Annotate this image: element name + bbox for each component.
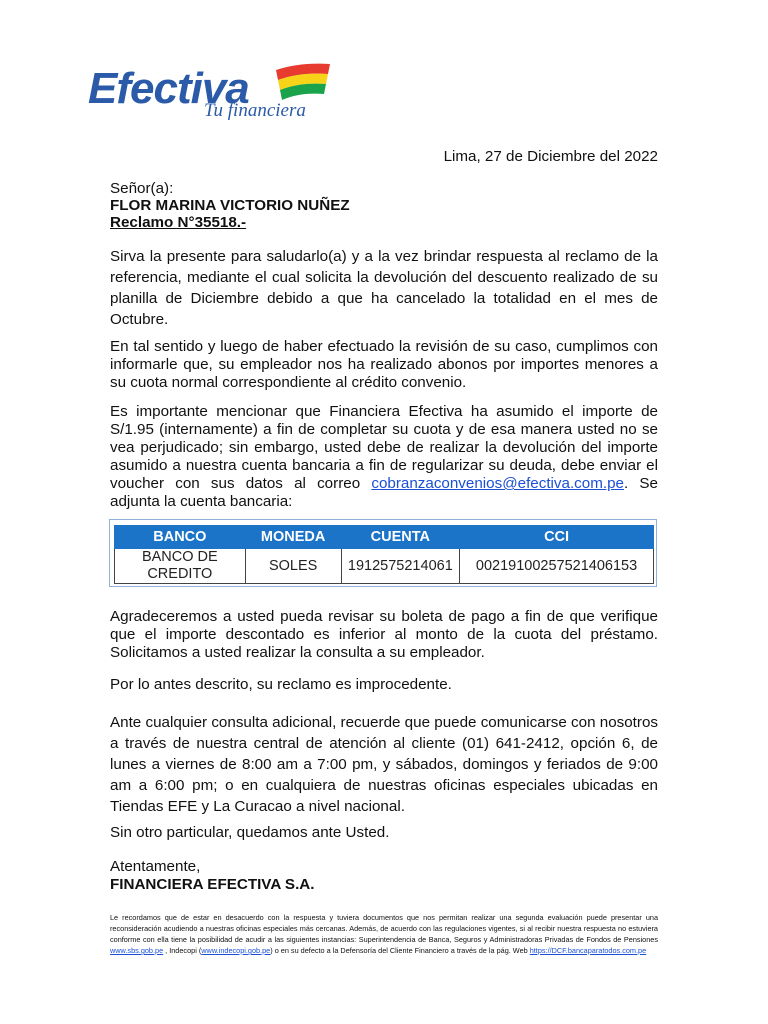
logo-tagline: Tu financiera [204,100,306,121]
footer-text-1: Le recordamos que de estar en desacuerdo con la respuesta y tuviera documentos que nos permitan realizar una segunda evaluación puede presentar una reconsideración acudiendo a nuestras oficinas especiales más cercanas. Además, de acuerdo con las regulaciones vigentes, si al recibir nuestra respuesta no estuviera conforme con ella tiene la posibilidad de acudir a las siguientes instancias: Superintendencia de Banca, Seguros y Administradoras Privadas de Fondos de Pensiones [110,913,658,944]
cell-cuenta: 1912575214061 [341,549,460,584]
sbs-link[interactable]: www.sbs.gob.pe [110,946,164,955]
paragraph-5: Por lo antes descrito, su reclamo es improcedente. [110,676,452,693]
recipient-name: FLOR MARINA VICTORIO NUÑEZ [110,197,350,214]
cell-banco: BANCO DE CREDITO [115,549,246,584]
efectiva-logo [88,58,338,128]
header-cuenta: CUENTA [341,526,460,549]
paragraph-6: Ante cualquier consulta adicional, recuerde que puede comunicarse con nosotros a través de nuestra central de atención al cliente (01) 641-2412, opción 6, de lunes a viernes de 8:00 am a 7:00 pm, y sábados, domingos y feriados de 9:00 am a 6:00 pm; o en cualquiera de nuestras oficinas especiales ubicadas en Tiendas EFE y La Curacao a nivel nacional. [110,714,658,815]
flag-icon [270,60,334,104]
paragraph-1: Sirva la presente para saludarlo(a) y a la vez brindar respuesta al reclamo de la referencia, mediante el cual solicita la devolución del descuento realizado de su planilla de Diciembre debido a que ha cancelado la totalidad en el mes de Octubre. [110,248,658,328]
letter-date: Lima, 27 de Diciembre del 2022 [443,148,658,165]
closing: Atentamente, [110,858,201,875]
footer-text-3: ) o en su defecto a la Defensoría del Cliente Financiero a través de la pág. Web [270,946,530,955]
dcf-link[interactable]: https://DCF.bancaparatodos.com.pe [529,946,647,955]
header-moneda: MONEDA [245,526,341,549]
salutation: Señor(a): [110,180,174,197]
paragraph-3-text: Es importante mencionar que Financiera Efectiva ha asumido el importe de S/1.95 (internamente) a fin de completar su cuota y de esa manera usted no se vea perjudicado; sin embargo, usted debe de realizar la devolución del importe asumido a nuestra cuenta bancaria a fin de regularizar su deuda, debe enviar el voucher con sus datos al correo [110,403,658,492]
paragraph-3-end: . Se adjunta la cuenta bancaria: [110,475,658,510]
indecopi-link[interactable]: www.indecopi.gob.pe [201,946,271,955]
email-link[interactable]: cobranzaconvenios@efectiva.com.pe [371,475,624,492]
logo-brand-text: Efectiva [88,64,249,113]
header-banco: BANCO [115,526,246,549]
footer-note [110,912,658,956]
table-header-row [115,526,654,549]
bank-account-table [109,519,657,587]
cell-cci: 00219100257521406153 [460,549,654,584]
table-row [115,549,654,584]
bank-table [114,525,654,584]
cell-moneda: SOLES [245,549,341,584]
paragraph-3 [110,403,658,511]
footer-text-2: , Indecopi ( [163,946,202,955]
claim-number: Reclamo N°35518.- [110,214,247,231]
paragraph-4: Agradeceremos a usted pueda revisar su boleta de pago a fin de que verifique que el importe descontado es inferior al monto de la cuota del préstamo. Solicitamos a usted realizar la consulta a su empleador. [110,608,658,661]
paragraph-2: En tal sentido y luego de haber efectuado la revisión de su caso, cumplimos con informarle que, su empleador nos ha realizado abonos por importes menores a su cuota normal correspondiente al crédito convenio. [110,338,658,391]
company-name: FINANCIERA EFECTIVA S.A. [110,876,315,893]
header-cci: CCI [460,526,654,549]
paragraph-7: Sin otro particular, quedamos ante Usted. [110,824,390,841]
